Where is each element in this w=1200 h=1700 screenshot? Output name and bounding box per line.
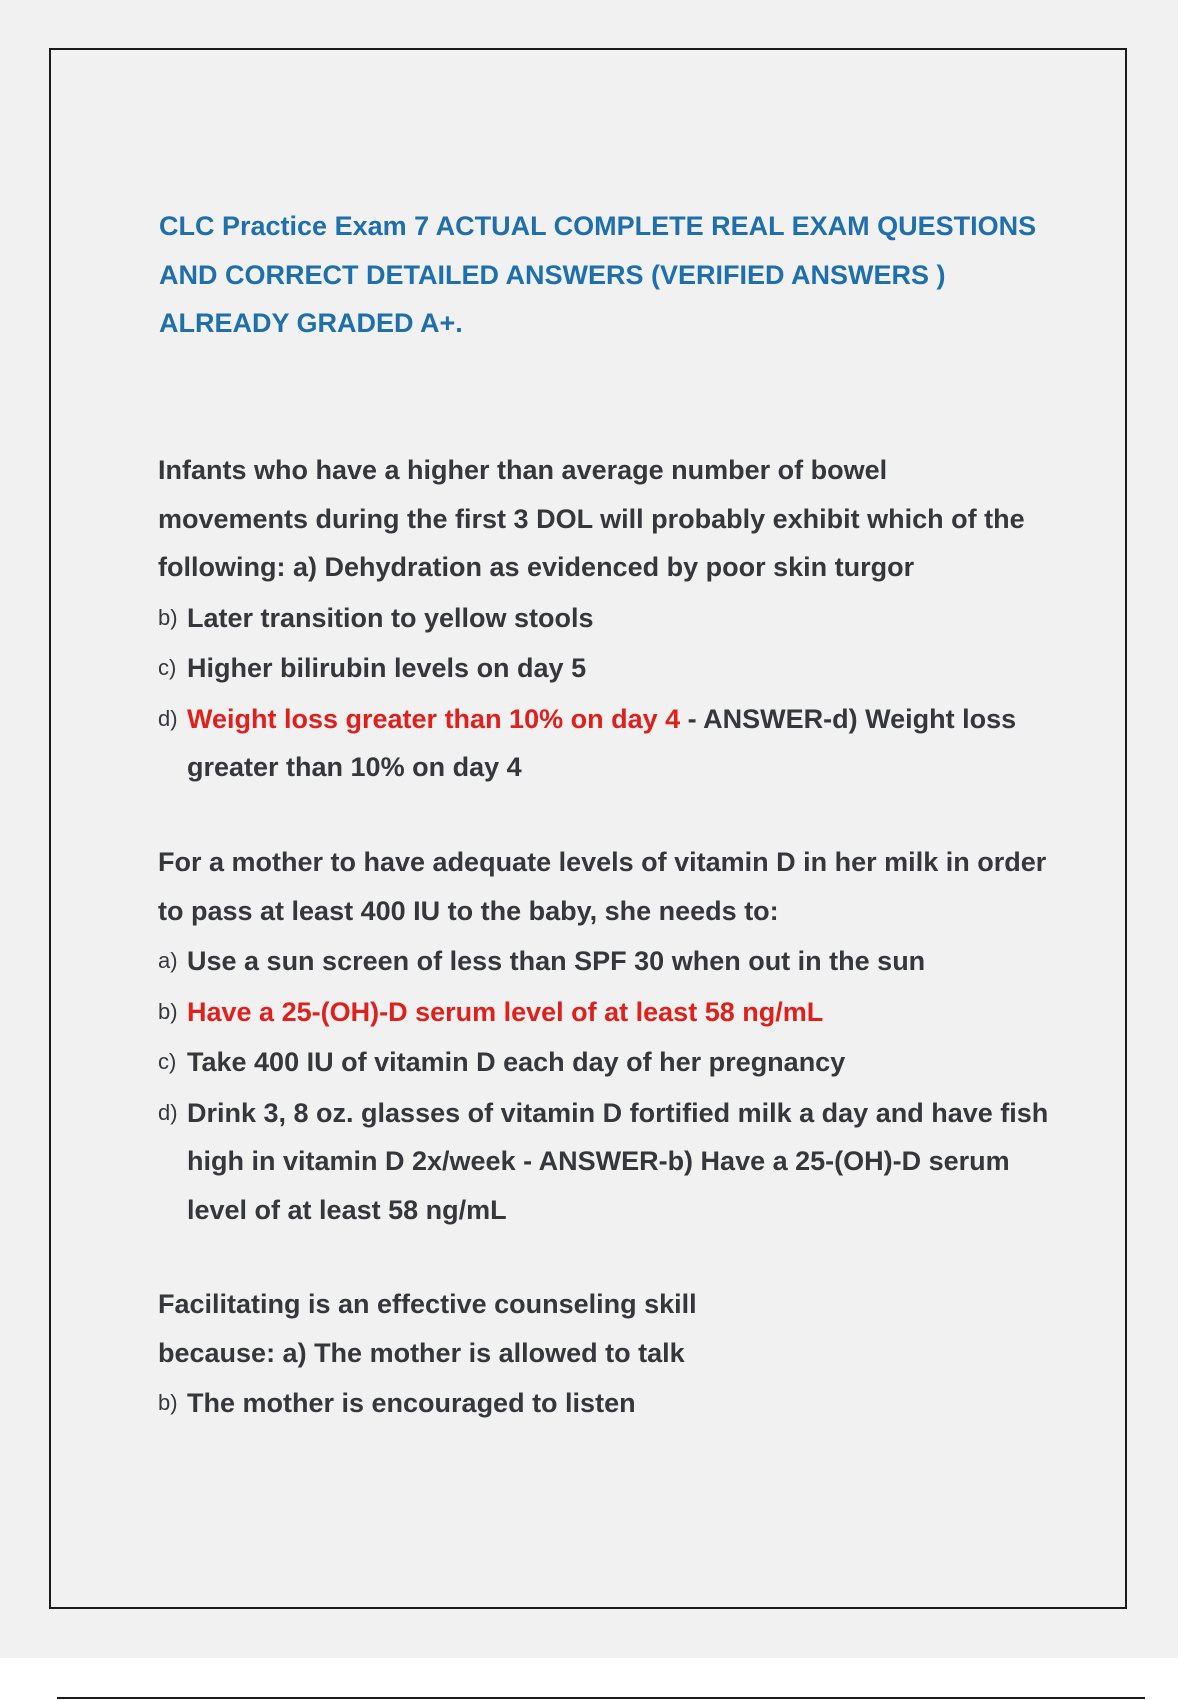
- question-2-option-a: [158, 937, 1058, 986]
- option-text-wrap: [187, 695, 1038, 792]
- option-letter: b): [158, 998, 178, 1024]
- question-2: [158, 838, 1058, 1234]
- question-3-stem-line-1: Facilitating is an effective counseling skill: [158, 1289, 697, 1319]
- option-text: Take 400 IU of vitamin D each day of her pregnancy: [187, 1047, 846, 1077]
- option-text: Later transition to yellow stools: [187, 602, 594, 633]
- question-2-option-c: [158, 1038, 1058, 1087]
- question-1: [158, 446, 1038, 792]
- question-2-option-d: [158, 1089, 1058, 1235]
- question-2-option-b: [158, 988, 1058, 1037]
- option-text: Drink 3, 8 oz. glasses of vitamin D fortified milk a day and have fish high in vitamin D 2x/week - ANSWER-b) Have a 25-(OH)-D serum level of at least 58 ng/mL: [187, 1097, 1049, 1225]
- document-title: CLC Practice Exam 7 ACTUAL COMPLETE REAL EXAM QUESTIONS AND CORRECT DETAILED ANSWERS (VERIFIED ANSWERS ) ALREADY GRADED A+.: [159, 211, 1037, 338]
- option-letter: d): [158, 705, 178, 731]
- highlighted-correct-option: Weight loss greater than 10% on day 4: [187, 703, 681, 734]
- question-3-option-b: [158, 1379, 1058, 1428]
- question-1-option-c: [158, 644, 1038, 693]
- question-3: [158, 1280, 1058, 1428]
- option-letter: d): [158, 1099, 178, 1125]
- option-text: Use a sun screen of less than SPF 30 when out in the sun: [187, 946, 926, 976]
- option-letter: c): [158, 655, 177, 680]
- option-letter: b): [158, 604, 178, 630]
- question-3-stem-line-2: because: a) The mother is allowed to talk: [158, 1337, 685, 1368]
- option-text: Higher bilirubin levels on day 5: [187, 653, 587, 683]
- question-1-option-d: [158, 695, 1038, 792]
- option-letter: b): [158, 1390, 178, 1415]
- question-1-stem: Infants who have a higher than average number of bowel movements during the first 3 DOL will probably exhibit which of the following: a) Dehydration as evidenced by poor skin turgor: [158, 455, 1025, 582]
- option-letter: a): [158, 948, 178, 973]
- bottom-rule: [57, 1697, 1145, 1699]
- option-text: The mother is encouraged to listen: [187, 1388, 636, 1418]
- question-1-option-b: [158, 594, 1038, 643]
- answer-text: - ANSWER-d) Weight loss greater than 10% on day 4: [187, 703, 1017, 782]
- highlighted-correct-option: Have a 25-(OH)-D serum level of at least 58 ng/mL: [187, 996, 824, 1027]
- option-letter: c): [158, 1049, 177, 1074]
- question-2-stem: For a mother to have adequate levels of vitamin D in her milk in order to pass at least 400 IU to the baby, she needs to:: [158, 847, 1047, 926]
